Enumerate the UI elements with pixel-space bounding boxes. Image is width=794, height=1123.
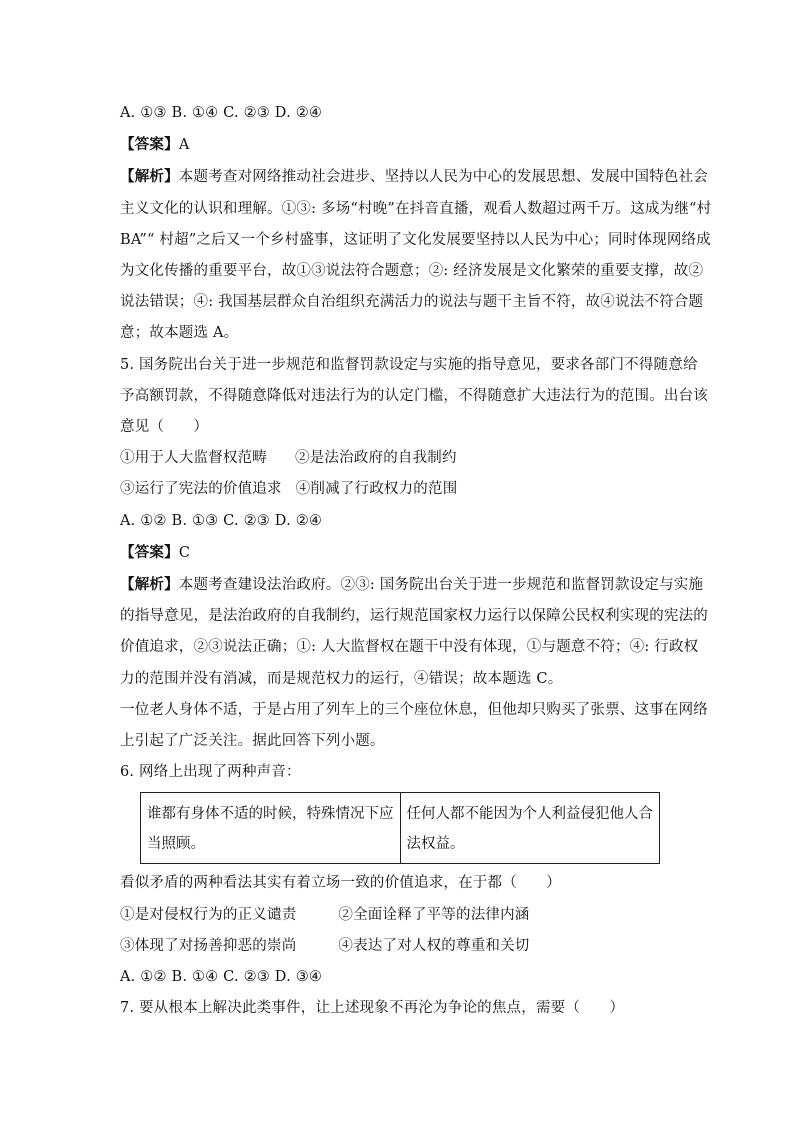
q5-options: A. ①② B. ①③ C. ②③ D. ②④ [120,512,323,529]
q6-choice-4: ④表达了对人权的尊重和关切 [338,937,530,954]
q4-analysis-line: 意；故本题选 A。 [120,325,239,342]
answer-label: 【答案】 [120,543,179,561]
q6-choices-row [120,900,678,931]
q6-choice-2: ②全面诠释了平等的法律内涵 [338,906,530,923]
q5-analysis-line: 力的范围并没有消减，而是规范权力的运行，④错误；故本题选 C。 [120,670,563,687]
q4-options: A. ①③ B. ①④ C. ②③ D. ②④ [120,105,323,121]
q4-analysis-line: 【解析】本题考查对网络推动社会进步、坚持以人民为中心的发展思想、发展中国特色社会 [120,168,709,186]
q5-choice-2: ②是法治政府的自我制约 [295,450,457,467]
q6-choices-row [120,931,678,962]
q6-question: 看似矛盾的两种看法其实有着立场一致的价值追求，在于都（ ） [120,875,561,892]
material-line: 一位老人身体不适，于是占用了列车上的三个座位休息，但他却只购买了张票、这事在网络 [120,701,708,718]
q6-options: A. ①② B. ①④ C. ②③ D. ③④ [120,969,323,986]
answer-value: A [178,137,190,154]
q5-stem-line: 意见（ ） [120,419,209,436]
q5-choices-row [120,443,678,474]
q4-analysis-line: 说法错误；④: 我国基层群众自治组织充满活力的说法与题干主旨不符，故④说法不符合题 [120,294,704,311]
analysis-label: 【解析】 [120,168,179,186]
q6-stem: 6. 网络上出现了两种声音： [120,764,301,781]
q5-answer [120,537,678,569]
q5-choice-3: ③运行了宪法的价值追求 [120,481,282,498]
q5-analysis-line: 【解析】本题考查建设法治政府。②③: 国务院出台关于进一步规范和监督罚款设定与实施 [120,576,704,594]
q5-stem-line: 5. 国务院出台关于进一步规范和监督罚款设定与实施的指导意见，要求各部门不得随意给 [120,356,698,373]
answer-label: 【答案】 [120,136,179,154]
q4-analysis-line: 为文化传播的重要平台，故①③说法符合题意；②: 经济发展是文化繁荣的重要支撑，故② [120,263,704,280]
q5-stem-line: 予高额罚款，不得随意降低对违法行为的认定门槛，不得随意扩大违法行为的范围。出台该 [120,387,708,404]
document-page [120,98,712,1024]
q6-choice-1: ①是对侵权行为的正义谴责 [120,906,297,923]
material-line: 上引起了广泛关注。据此回答下列小题。 [120,733,385,750]
q4-analysis-line: BA”“ 村超”之后又一个乡村盛事，这证明了文化发展要坚持以人民为中心；同时体现网络成 [120,231,711,248]
q4-answer [120,129,678,161]
q4-analysis-line: 主义文化的认识和理解。①③: 多场“村晚”在抖音直播，观看人数超过两千万。这成为继“村 [120,200,712,217]
q6-choice-3: ③体现了对扬善抑恶的崇尚 [120,937,297,954]
analysis-label: 【解析】 [120,576,179,594]
q5-analysis-line: 价值追求，②③说法正确；①: 人大监督权在题干中没有体现，①与题意不符；④: 行政权 [120,639,699,656]
q7-stem: 7. 要从根本上解决此类事件，让上述现象不再沦为争论的焦点，需要（ ） [120,1000,625,1017]
q5-choice-1: ①用于人大监督权范畴 [120,450,267,467]
q5-choice-4: ④削减了行政权力的范围 [295,481,458,498]
q6-opinion-left: 谁都有身体不适的时候，特殊情况下应 当照顾。 [141,793,401,864]
q5-analysis-line: 的指导意见，是法治政府的自我制约，运行规范国家权力运行以保障公民权利实现的宪法的 [120,608,708,625]
q5-choices-row [120,474,678,505]
q6-opinion-right: 任何人都不能因为个人利益侵犯他人合 法权益。 [400,793,660,864]
q6-opinion-table [140,792,660,864]
answer-value: C [178,544,191,561]
